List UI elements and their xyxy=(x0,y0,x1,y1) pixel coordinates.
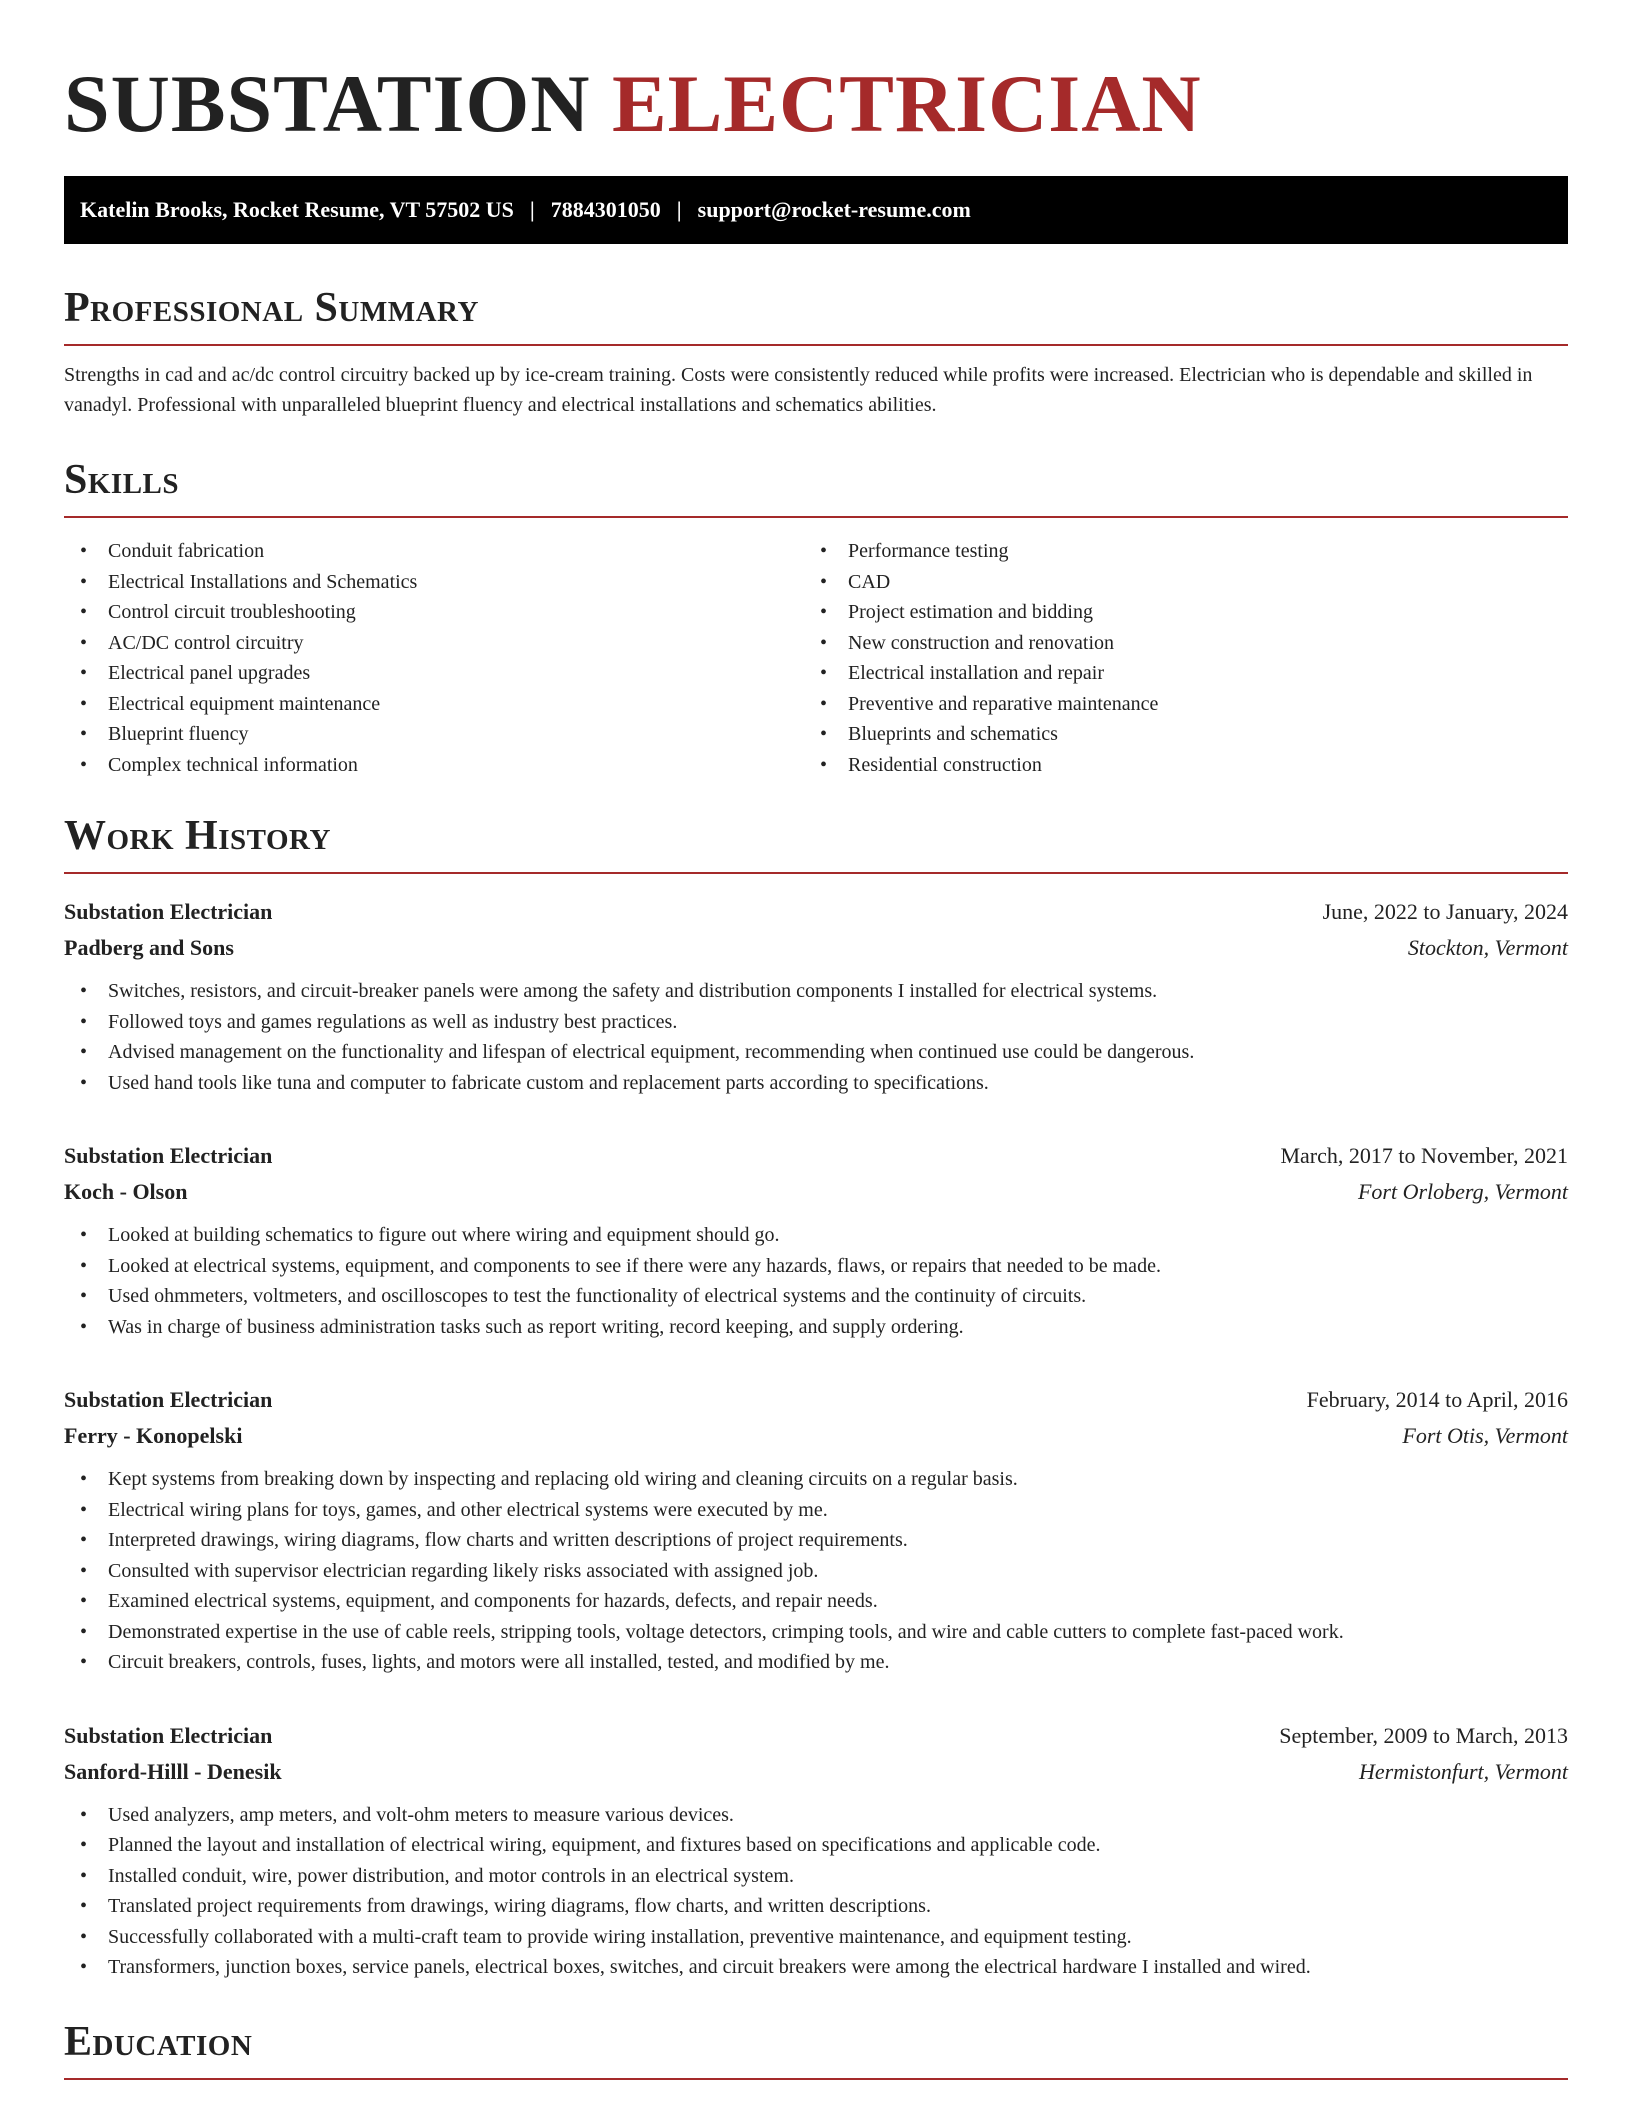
list-item: • Looked at electrical systems, equipment, and components to see if there were any hazards, flaws, or repairs that needed to be made. xyxy=(64,1251,1568,1282)
list-item: • Residential construction xyxy=(804,750,1544,781)
job-title: Substation Electrician xyxy=(64,899,273,924)
list-item: • Electrical installation and repair xyxy=(804,658,1544,689)
job-location: Fort Otis, Vermont xyxy=(1402,1423,1568,1448)
job-dates: March, 2017 to November, 2021 xyxy=(1280,1143,1568,1168)
list-item: • Was in charge of business administration tasks such as report writing, record keeping, and supply ordering. xyxy=(64,1312,1568,1343)
summary-heading: Professional Summary xyxy=(64,285,479,331)
job-duties-list xyxy=(64,1220,1568,1342)
job-header-row xyxy=(64,1382,1568,1418)
list-item: • Preventive and reparative maintenance xyxy=(804,689,1544,720)
job-header-row xyxy=(64,1138,1568,1174)
list-item: • Electrical equipment maintenance xyxy=(64,689,804,720)
skills-column-right xyxy=(804,536,1544,780)
list-item: • Blueprint fluency xyxy=(64,719,804,750)
summary-text: Strengths in cad and ac/dc control circuitry backed up by ice-cream training. Costs were consistently reduced while profits were increased. Electrician who is dependable and skilled in vanadyl. Professional with unparalleled blueprint fluency and electrical installations and schematics abilities. xyxy=(64,364,1533,416)
resume-title xyxy=(64,56,1202,152)
list-item: • Used ohmmeters, voltmeters, and oscilloscopes to test the functionality of electrical systems and the continuity of circuits. xyxy=(64,1281,1568,1312)
list-item: • Examined electrical systems, equipment, and components for hazards, defects, and repair needs. xyxy=(64,1586,1568,1617)
contact-phone: 7884301050 xyxy=(550,197,661,222)
list-item: • Control circuit troubleshooting xyxy=(64,597,804,628)
list-item: • Successfully collaborated with a multi-craft team to provide wiring installation, preventive maintenance, and equipment testing. xyxy=(64,1922,1568,1953)
list-item: • Complex technical information xyxy=(64,750,804,781)
job-company: Koch - Olson xyxy=(64,1179,188,1204)
job-title: Substation Electrician xyxy=(64,1387,273,1412)
list-item: • Consulted with supervisor electrician regarding likely risks associated with assigned job. xyxy=(64,1556,1568,1587)
job-location: Hermistonfurt, Vermont xyxy=(1359,1758,1568,1784)
job-company-row xyxy=(64,930,1568,966)
work-history-heading: Work History xyxy=(64,813,331,859)
list-item: • Planned the layout and installation of electrical wiring, equipment, and fixtures based on specifications and applicable code. xyxy=(64,1830,1568,1861)
job-dates: February, 2014 to April, 2016 xyxy=(1306,1387,1568,1412)
list-item: • Translated project requirements from drawings, wiring diagrams, flow charts, and written descriptions. xyxy=(64,1891,1568,1922)
section-divider xyxy=(64,516,1568,518)
title-second-word: ELECTRICIAN xyxy=(611,58,1202,149)
list-item: • Transformers, junction boxes, service panels, electrical boxes, switches, and circuit breakers were among the electrical hardware I installed and wired. xyxy=(64,1952,1568,1983)
job-duties-list xyxy=(64,976,1568,1098)
list-item: • Kept systems from breaking down by inspecting and replacing old wiring and cleaning circuits on a regular basis. xyxy=(64,1464,1568,1495)
job-duties-list xyxy=(64,1464,1568,1678)
job-dates: September, 2009 to March, 2013 xyxy=(1279,1722,1568,1748)
contact-bar xyxy=(64,176,1568,244)
list-item: • Used analyzers, amp meters, and volt-ohm meters to measure various devices. xyxy=(64,1800,1568,1831)
job-entry xyxy=(64,1138,1568,1342)
section-divider xyxy=(64,2078,1568,2080)
contact-separator: | xyxy=(529,197,535,222)
list-item: • Electrical Installations and Schematics xyxy=(64,567,804,598)
education-heading: Education xyxy=(64,2019,253,2065)
skills-heading: Skills xyxy=(64,457,180,503)
contact-email: support@rocket-resume.com xyxy=(697,197,971,222)
summary-section xyxy=(64,282,1568,420)
job-company-row xyxy=(64,1174,1568,1210)
list-item: • Conduit fabrication xyxy=(64,536,804,567)
list-item: • Electrical wiring plans for toys, games, and other electrical systems were executed by me. xyxy=(64,1495,1568,1526)
job-header-row xyxy=(64,894,1568,930)
job-duties-list xyxy=(64,1800,1568,1983)
title-first-word: SUBSTATION xyxy=(64,58,591,149)
education-section xyxy=(64,2016,1568,2080)
job-entry xyxy=(64,1718,1568,1983)
job-entry xyxy=(64,894,1568,1098)
skills-list-left xyxy=(64,536,804,780)
list-item: • Used hand tools like tuna and computer to fabricate custom and replacement parts according to specifications. xyxy=(64,1068,1568,1099)
list-item: • Electrical panel upgrades xyxy=(64,658,804,689)
list-item: • CAD xyxy=(804,567,1544,598)
skills-column-left xyxy=(64,536,804,780)
job-header-row xyxy=(64,1718,1568,1754)
list-item: • Project estimation and bidding xyxy=(804,597,1544,628)
job-title: Substation Electrician xyxy=(64,1722,273,1748)
list-item: • Circuit breakers, controls, fuses, lights, and motors were all installed, tested, and modified by me. xyxy=(64,1647,1568,1678)
job-location: Fort Orloberg, Vermont xyxy=(1357,1179,1568,1204)
list-item: • Looked at building schematics to figure out where wiring and equipment should go. xyxy=(64,1220,1568,1251)
job-dates: June, 2022 to January, 2024 xyxy=(1322,899,1568,924)
list-item: • Blueprints and schematics xyxy=(804,719,1544,750)
job-entry xyxy=(64,1382,1568,1678)
skills-section xyxy=(64,454,1568,780)
list-item: • Advised management on the functionality and lifespan of electrical equipment, recommending when continued use could be dangerous. xyxy=(64,1037,1568,1068)
job-location: Stockton, Vermont xyxy=(1407,935,1568,960)
list-item: • Demonstrated expertise in the use of cable reels, stripping tools, voltage detectors, crimping tools, and wire and cable cutters to complete fast-paced work. xyxy=(64,1617,1568,1648)
job-title: Substation Electrician xyxy=(64,1143,273,1168)
job-company: Padberg and Sons xyxy=(64,935,234,960)
skills-list-right xyxy=(804,536,1544,780)
section-divider xyxy=(64,344,1568,346)
job-company: Ferry - Konopelski xyxy=(64,1423,243,1448)
list-item: • AC/DC control circuitry xyxy=(64,628,804,659)
job-company-row xyxy=(64,1754,1568,1790)
list-item: • Followed toys and games regulations as well as industry best practices. xyxy=(64,1007,1568,1038)
contact-separator: | xyxy=(676,197,682,222)
list-item: • Switches, resistors, and circuit-breaker panels were among the safety and distribution components I installed for electrical systems. xyxy=(64,976,1568,1007)
contact-address: Katelin Brooks, Rocket Resume, VT 57502 US xyxy=(80,197,514,222)
work-history-section xyxy=(64,810,1568,1983)
skills-columns xyxy=(64,536,1568,780)
list-item: • Interpreted drawings, wiring diagrams, flow charts and written descriptions of project requirements. xyxy=(64,1525,1568,1556)
list-item: • New construction and renovation xyxy=(804,628,1544,659)
list-item: • Installed conduit, wire, power distribution, and motor controls in an electrical system. xyxy=(64,1861,1568,1892)
job-company-row xyxy=(64,1418,1568,1454)
section-divider xyxy=(64,872,1568,874)
list-item: • Performance testing xyxy=(804,536,1544,567)
job-company: Sanford-Hilll - Denesik xyxy=(64,1758,282,1784)
job-list xyxy=(64,894,1568,1983)
